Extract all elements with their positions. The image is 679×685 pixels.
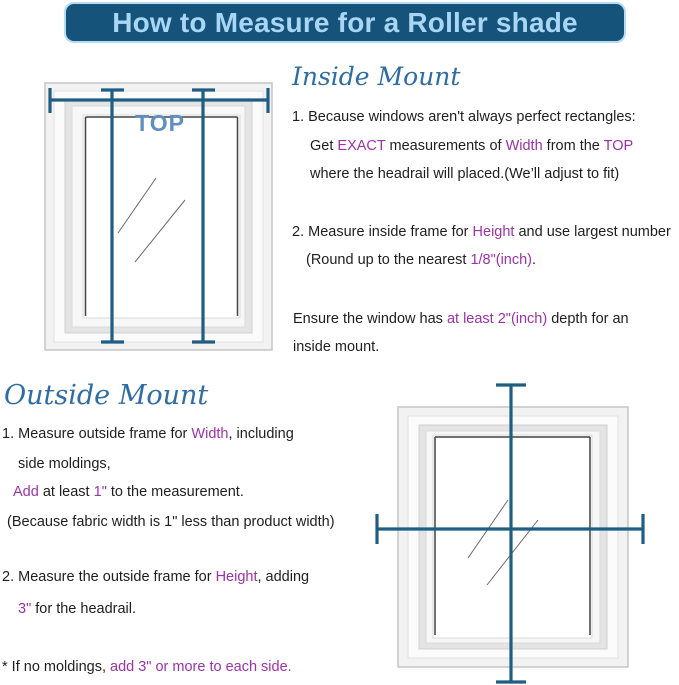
inside-mount-heading: Inside Mount [292, 62, 461, 91]
inside-item1-line2: Get EXACT measurements of Width from the TOP [310, 138, 634, 154]
outside-item1-line2: side moldings, [18, 456, 111, 472]
inside-item2-line2: (Round up to the nearest 1/8"(inch). [306, 252, 537, 268]
inside-note-line2: inside mount. [293, 339, 380, 355]
outside-footnote: * If no moldings, add 3" or more to each side. [2, 659, 292, 675]
window-glass [83, 115, 240, 318]
title-banner [64, 2, 626, 43]
outside-item1-line4: (Because fabric width is 1" less than product width) [7, 514, 335, 530]
outside-item2-line2: 3" for the headrail. [18, 601, 137, 617]
inside-item1-line3: where the headrail will placed.(We’ll adjust to fit) [310, 166, 620, 182]
top-label: TOP [135, 110, 185, 136]
page-title: How to Measure for a Roller shade [112, 6, 578, 38]
inside-mount-window-diagram [38, 78, 278, 356]
inside-item1-line1: 1. Because windows aren't always perfect rectangles: [292, 109, 636, 125]
outside-mount-heading: Outside Mount [4, 380, 209, 411]
outside-item1-line3: Add at least 1" to the measurement. [13, 484, 244, 500]
outside-mount-window-diagram [368, 378, 663, 685]
outside-mount-section [2, 378, 367, 683]
outside-item1-line1: 1. Measure outside frame for Width, including [2, 426, 294, 442]
inside-item2-line1: 2. Measure inside frame for Height and use largest number [292, 224, 671, 240]
inside-note-line1: Ensure the window has at least 2"(inch) depth for an [293, 311, 629, 327]
outside-item2-line1: 2. Measure the outside frame for Height, adding [2, 569, 310, 585]
inside-mount-section [290, 60, 679, 370]
